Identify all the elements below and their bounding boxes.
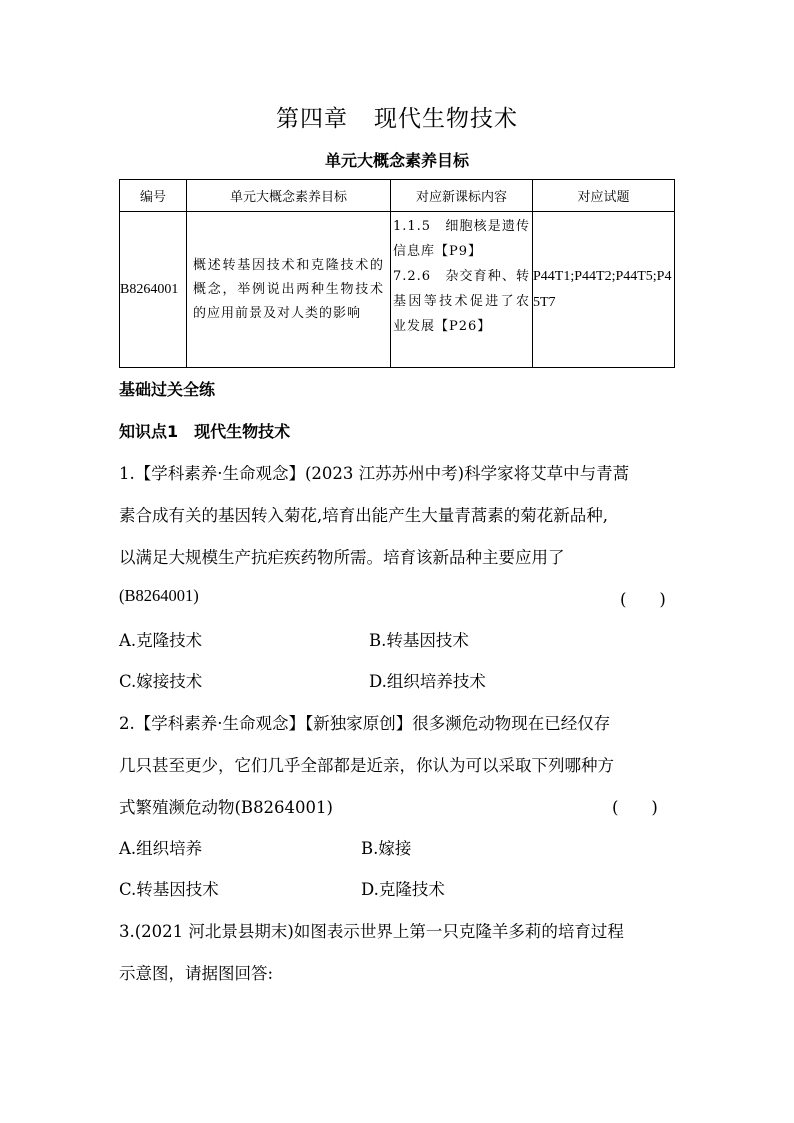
cell-standards bbox=[391, 212, 533, 368]
q1-line: 1.【学科素养·生命观念】(2023 江苏苏州中考)科学家将艾草中与青蒿 bbox=[119, 464, 630, 483]
q2-line: 2.【学科素养·生命观念】【新独家原创】很多濒危动物现在已经仅存 bbox=[119, 714, 611, 733]
q3-line: 3.(2021 河北景县期末)如图表示世界上第一只克隆羊多莉的培育过程 bbox=[119, 922, 624, 941]
cell-goal: 概述转基因技术和克隆技术的概念，举例说出两种生物技术的应用前景及对人类的影响 bbox=[187, 212, 391, 368]
q1-option-a[interactable]: A.克隆技术 bbox=[119, 631, 203, 650]
q2-line: 式繁殖濒危动物(B8264001) bbox=[119, 798, 333, 817]
q1-line: 素合成有关的基因转入菊花,培育出能产生大量青蒿素的菊花新品种, bbox=[119, 506, 608, 525]
chapter-name: 现代生物技术 bbox=[374, 106, 518, 132]
header-tests: 对应试题 bbox=[533, 180, 675, 212]
section-title: 单元大概念素养目标 bbox=[324, 151, 469, 170]
q2-option-a[interactable]: A.组织培养 bbox=[119, 839, 203, 858]
table-row bbox=[120, 212, 675, 368]
standard-item: 7.2.6 杂交育种、转基因等技术促进了农业发展【P26】 bbox=[393, 269, 530, 334]
q2-answer-blank[interactable]: ( ) bbox=[612, 798, 658, 817]
goals-table bbox=[119, 179, 675, 368]
q1-option-b[interactable]: B.转基因技术 bbox=[369, 631, 469, 650]
q1-option-c[interactable]: C.嫁接技术 bbox=[119, 672, 203, 691]
header-code: 编号 bbox=[120, 180, 187, 212]
chapter-number: 第四章 bbox=[276, 106, 348, 132]
q1-option-d[interactable]: D.组织培养技术 bbox=[369, 672, 486, 691]
q1-line: 以满足大规模生产抗疟疾药物所需。培育该新品种主要应用了 bbox=[119, 548, 565, 567]
knowledge-point-title: 知识点1 现代生物技术 bbox=[119, 422, 291, 441]
header-goal: 单元大概念素养目标 bbox=[187, 180, 391, 212]
q2-line: 几只甚至更少，它们几乎全部都是近亲，你认为可以采取下列哪种方 bbox=[119, 756, 614, 775]
practice-title: 基础过关全练 bbox=[119, 380, 216, 399]
header-standard: 对应新课标内容 bbox=[391, 180, 533, 212]
q2-option-d[interactable]: D.克隆技术 bbox=[361, 880, 445, 899]
q3-line: 示意图，请据图回答: bbox=[119, 964, 274, 983]
cell-code: B8264001 bbox=[120, 212, 187, 368]
q2-option-b[interactable]: B.嫁接 bbox=[361, 839, 412, 858]
table-header-row bbox=[120, 180, 675, 212]
q2-option-c[interactable]: C.转基因技术 bbox=[119, 880, 219, 899]
chapter-title bbox=[0, 100, 794, 133]
standard-item: 1.1.5 细胞核是遗传信息库【P9】 bbox=[393, 219, 530, 259]
cell-tests: P44T1;P44T2;P44T5;P45T7 bbox=[533, 212, 675, 368]
q1-answer-blank[interactable]: ( ) bbox=[620, 590, 666, 609]
q1-line: (B8264001) bbox=[119, 586, 199, 605]
